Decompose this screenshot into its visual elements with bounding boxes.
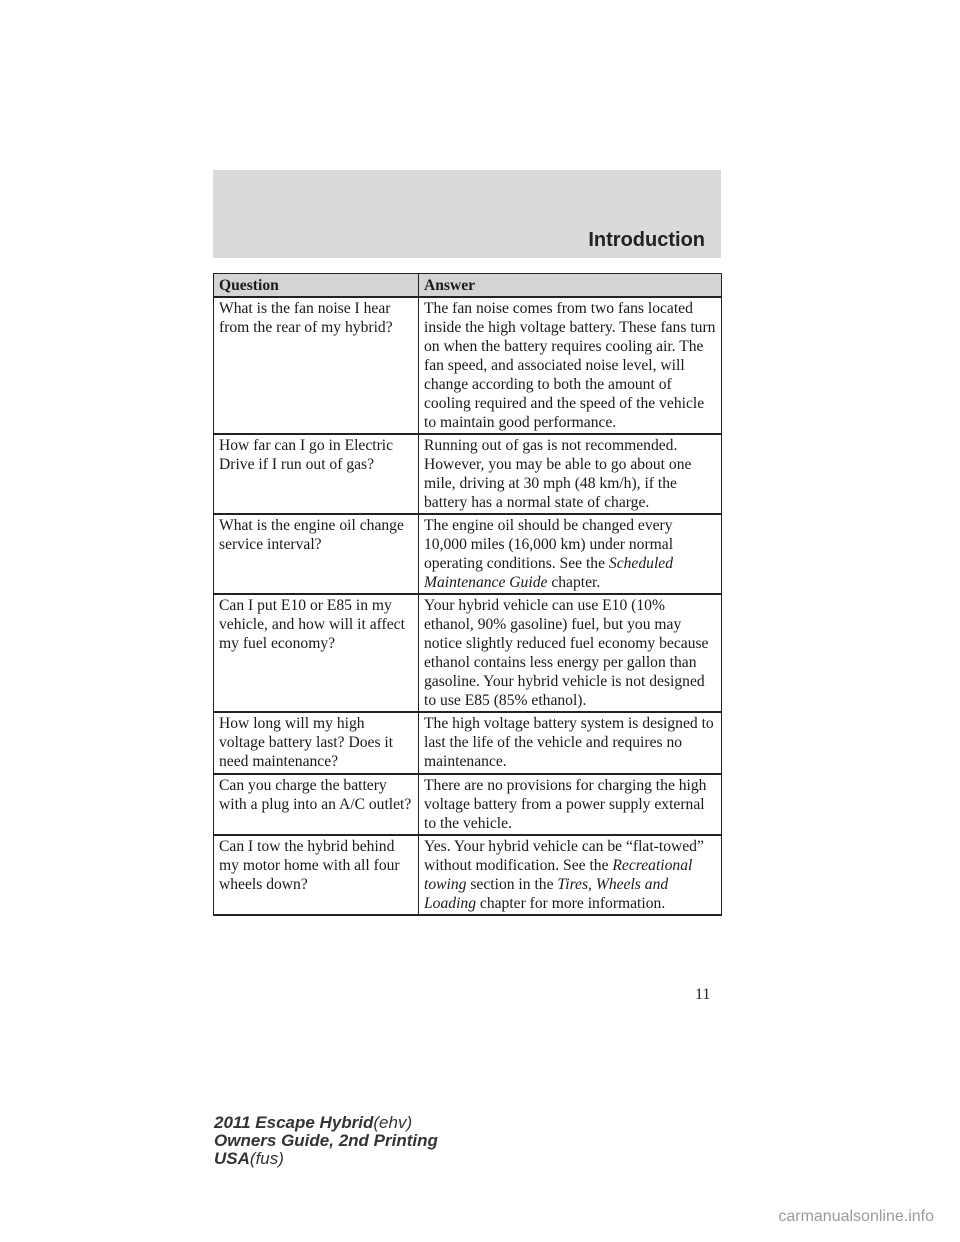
chapter-reference: Scheduled Maintenance Guide (424, 555, 674, 591)
question-cell: How far can I go in Electric Drive if I run out of gas? (214, 434, 419, 514)
site-watermark: carmanualsonline.info (778, 1208, 934, 1225)
section-header-band (213, 170, 721, 258)
answer-cell: Running out of gas is not recommended. However, you may be able to go about one mile, driving at 30 mph (48 km/h), if the battery has a normal state of charge. (419, 434, 722, 514)
footer-model-code: (ehv) (373, 1113, 413, 1132)
answer-cell: Your hybrid vehicle can use E10 (10% ethanol, 90% gasoline) fuel, but you may notice slightly reduced fuel economy because ethanol contains less energy per gallon than gasoline. Your hybrid vehicle is not designed to use E85 (85% ethanol). (419, 594, 722, 712)
question-cell: Can I tow the hybrid behind my motor home with all four wheels down? (214, 835, 419, 915)
answer-text: section in the (466, 876, 558, 893)
table-row (214, 434, 722, 514)
question-cell: Can you charge the battery with a plug into an A/C outlet? (214, 774, 419, 835)
footer-market-code: (fus) (249, 1149, 284, 1168)
table-row (214, 514, 722, 594)
table-row (214, 774, 722, 835)
answer-cell (419, 835, 722, 915)
table-header-row (214, 274, 722, 298)
table-row (214, 712, 722, 774)
footer-market: USA (214, 1149, 250, 1168)
answer-cell (419, 514, 722, 594)
question-cell: What is the fan noise I hear from the rear of my hybrid? (214, 297, 419, 434)
section-title: Introduction (588, 229, 705, 251)
answer-cell: The fan noise comes from two fans located inside the high voltage battery. These fans turn on when the battery requires cooling air. The fan speed, and associated noise level, will change according to both the amount of cooling required and the speed of the vehicle to maintain good performance. (419, 297, 722, 434)
answer-cell: The high voltage battery system is designed to last the life of the vehicle and requires no maintenance. (419, 712, 722, 774)
table-row (214, 594, 722, 712)
footer-line-3 (214, 1150, 438, 1168)
answer-cell: There are no provisions for charging the high voltage battery from a power supply external to the vehicle. (419, 774, 722, 835)
page-number: 11 (695, 986, 711, 1003)
question-column-header: Question (214, 274, 419, 298)
answer-text: chapter. (547, 574, 601, 591)
answer-column-header: Answer (419, 274, 722, 298)
answer-text: chapter for more information. (476, 895, 666, 912)
section-reference: Recreational towing (424, 857, 693, 893)
faq-table (213, 273, 722, 916)
answer-text: Yes. Your hybrid vehicle can be “flat-towed” without modification. See the (424, 838, 704, 874)
question-cell: What is the engine oil change service interval? (214, 514, 419, 594)
footer-model: 2011 Escape Hybrid (214, 1113, 374, 1132)
footer-line-1 (214, 1114, 438, 1132)
question-cell: Can I put E10 or E85 in my vehicle, and how will it affect my fuel economy? (214, 594, 419, 712)
answer-text: The engine oil should be changed every 10,000 miles (16,000 km) under normal operating conditions. See the (424, 517, 674, 572)
chapter-reference: Tires, Wheels and Loading (424, 876, 669, 912)
footer-line-2: Owners Guide, 2nd Printing (214, 1131, 438, 1150)
table-row (214, 297, 722, 434)
table-row (214, 835, 722, 915)
question-cell: How long will my high voltage battery last? Does it need maintenance? (214, 712, 419, 774)
document-footer (214, 1114, 438, 1168)
